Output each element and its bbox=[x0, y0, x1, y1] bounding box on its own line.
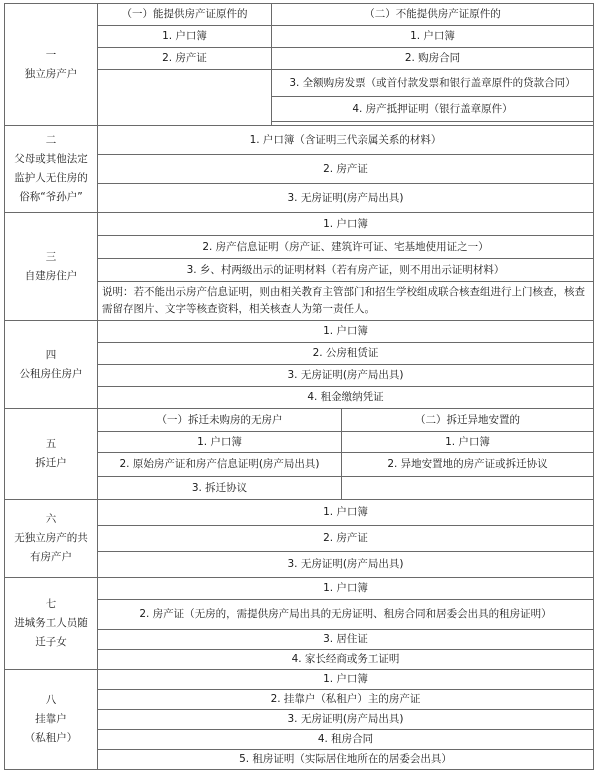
category-5-subheading-right: （二）拆迁异地安置的 bbox=[342, 409, 594, 432]
category-4-item: 3. 无房证明(房产局出具) bbox=[98, 365, 594, 387]
category-4-number: 四 bbox=[45, 348, 57, 361]
document bbox=[4, 3, 593, 765]
category-7-header bbox=[5, 578, 98, 670]
category-6-item: 3. 无房证明(房产局出具) bbox=[98, 552, 594, 578]
category-5-subheading-left: （一）拆迁未购房的无房户 bbox=[98, 409, 342, 432]
category-5-left-item: 1. 户口簿 bbox=[98, 432, 342, 453]
category-6-title-line: 无独立房产的共 bbox=[14, 532, 88, 544]
category-1-right-item: 2. 购房合同 bbox=[272, 48, 594, 70]
category-8-item: 3. 无房证明(房产局出具) bbox=[98, 710, 594, 730]
category-7-item: 2. 房产证（无房的，需提供房产局出具的无房证明、租房合同和居委会出具的租房证明） bbox=[98, 600, 594, 630]
category-7-item: 1. 户口簿 bbox=[98, 578, 594, 600]
category-1-subheading-right: （二）不能提供房产证原件的 bbox=[272, 4, 594, 26]
category-4-header bbox=[5, 321, 98, 409]
category-1-right-item: 1. 户口簿 bbox=[272, 26, 594, 48]
category-3-number: 三 bbox=[45, 250, 57, 263]
category-1-left-item: 1. 户口簿 bbox=[98, 26, 272, 48]
category-5-left-item: 3. 拆迁协议 bbox=[98, 477, 342, 500]
category-5-right-item: 1. 户口簿 bbox=[342, 432, 594, 453]
category-2-header bbox=[5, 126, 98, 213]
category-3-header bbox=[5, 213, 98, 321]
category-1-subheading-left: （一）能提供房产证原件的 bbox=[98, 4, 272, 26]
category-7-item: 3. 居住证 bbox=[98, 630, 594, 650]
category-5-number: 五 bbox=[45, 438, 57, 450]
category-5-right-empty bbox=[342, 477, 594, 500]
category-2-item: 1. 户口簿（含证明三代亲属关系的材料） bbox=[98, 126, 594, 155]
category-4-item: 2. 公房租赁证 bbox=[98, 343, 594, 365]
category-2-number: 二 bbox=[45, 134, 57, 146]
category-1-left-item: 2. 房产证 bbox=[98, 48, 272, 70]
category-5-right-item: 2. 异地安置地的房产证或拆迁协议 bbox=[342, 453, 594, 477]
category-8-header bbox=[5, 670, 98, 770]
category-8-item: 5. 租房证明（实际居住地所在的居委会出具） bbox=[98, 750, 594, 770]
category-7-number: 七 bbox=[45, 598, 57, 610]
category-2-title-line: 俗称“爷孙户” bbox=[19, 191, 83, 203]
category-8-number: 八 bbox=[45, 694, 57, 706]
category-7-title-line: 进城务工人员随 bbox=[14, 617, 88, 629]
category-4-item: 4. 租金缴纳凭证 bbox=[98, 387, 594, 409]
category-8-item: 4. 租房合同 bbox=[98, 730, 594, 750]
residence-documents-table bbox=[4, 3, 594, 770]
category-8-item: 2. 挂靠户（私租户）主的房产证 bbox=[98, 690, 594, 710]
category-3-title: 自建房住户 bbox=[24, 269, 78, 282]
category-2-item: 3. 无房证明(房产局出具) bbox=[98, 184, 594, 213]
category-3-item: 3. 乡、村两级出示的证明材料（若有房产证，则不用出示证明材料） bbox=[98, 259, 594, 282]
category-1-left-empty bbox=[98, 70, 272, 126]
category-6-number: 六 bbox=[45, 513, 57, 525]
category-8-title-line: （私租户） bbox=[24, 732, 78, 744]
category-8-item: 1. 户口簿 bbox=[98, 670, 594, 690]
category-7-item: 4. 家长经商或务工证明 bbox=[98, 650, 594, 670]
category-2-title-line: 父母或其他法定 bbox=[14, 153, 88, 165]
category-5-header bbox=[5, 409, 98, 500]
category-1-title: 独立房产户 bbox=[24, 67, 78, 80]
category-1-number: 一 bbox=[45, 48, 57, 61]
category-8-title-line: 挂靠户 bbox=[35, 713, 67, 725]
category-7-title-line: 迁子女 bbox=[35, 636, 67, 648]
category-2-title-line: 监护人无住房的 bbox=[14, 172, 88, 184]
category-5-left-item: 2. 原始房产证和房产信息证明(房产局出具) bbox=[98, 453, 342, 477]
category-3-note: 说明：若不能出示房产信息证明，则由相关教育主管部门和招生学校组成联合核查组进行上门核查，核查需留存图片、文字等核查资料，相关核查人为第一责任人。 bbox=[98, 282, 594, 321]
category-6-header bbox=[5, 500, 98, 578]
category-3-item: 2. 房产信息证明（房产证、建筑许可证、宅基地使用证之一） bbox=[98, 236, 594, 259]
category-1-right-item: 4. 房产抵押证明（银行盖章原件） bbox=[272, 97, 594, 122]
category-6-item: 1. 户口簿 bbox=[98, 500, 594, 526]
category-5-title: 拆迁户 bbox=[35, 457, 67, 469]
category-6-title-line: 有房产户 bbox=[30, 551, 72, 563]
category-2-item: 2. 房产证 bbox=[98, 155, 594, 184]
category-6-item: 2. 房产证 bbox=[98, 526, 594, 552]
category-4-item: 1. 户口簿 bbox=[98, 321, 594, 343]
category-1-right-item: 3. 全额购房发票（或首付款发票和银行盖章原件的贷款合同） bbox=[272, 70, 594, 97]
category-4-title: 公租房住房户 bbox=[19, 367, 83, 380]
category-1-header bbox=[5, 4, 98, 126]
category-3-item: 1. 户口簿 bbox=[98, 213, 594, 236]
